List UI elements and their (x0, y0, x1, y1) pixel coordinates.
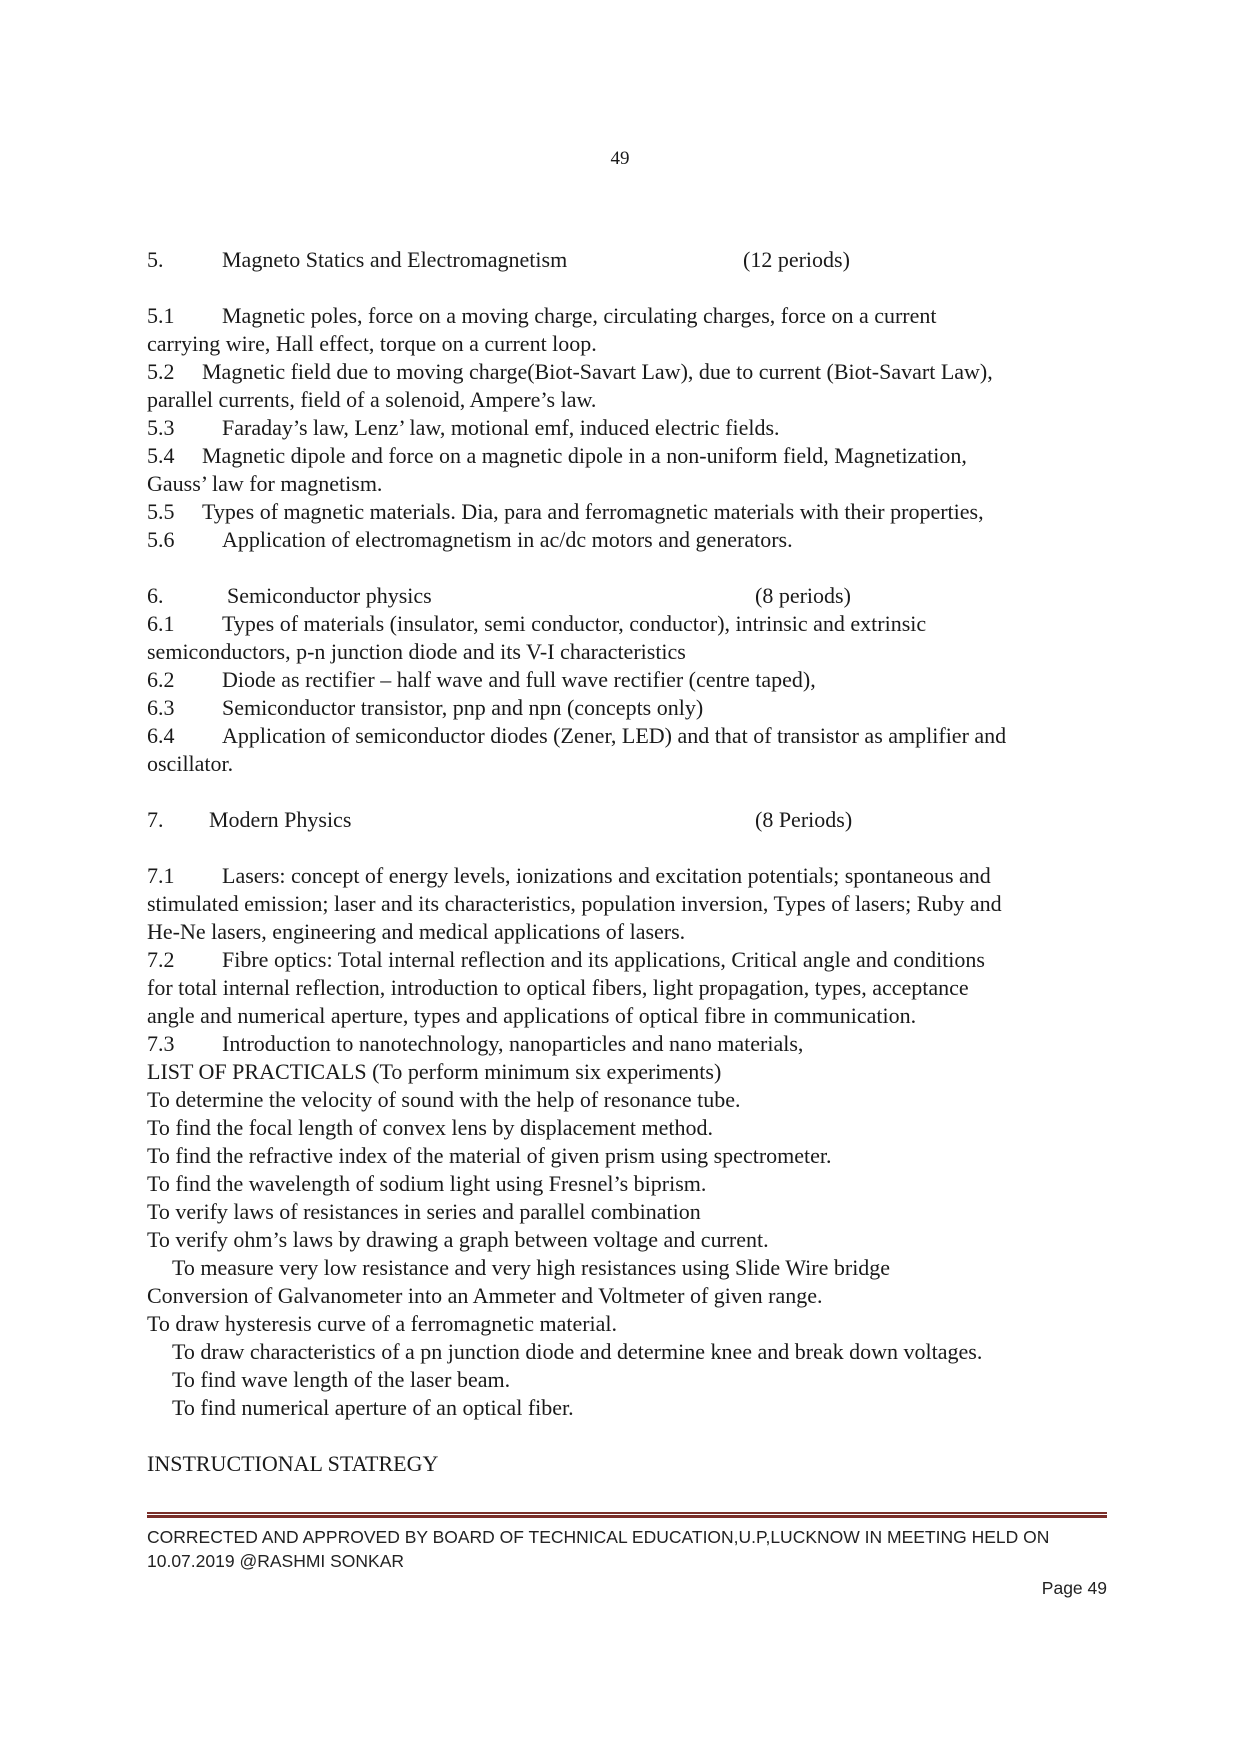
practical-item: To find the wavelength of sodium light using Fresnel’s biprism. (147, 1171, 707, 1196)
footer-note (147, 1525, 1107, 1573)
practical-item: To draw hysteresis curve of a ferromagnetic material. (147, 1311, 618, 1336)
topic-5-2 (147, 358, 1107, 386)
topic-number: 5.1 (147, 303, 175, 328)
topic-text: Magnetic poles, force on a moving charge, circulating charges, force on a current (222, 303, 937, 328)
topic-number: 6.1 (147, 611, 175, 636)
topic-text: Types of magnetic materials. Dia, para and ferromagnetic materials with their properties, (202, 499, 984, 524)
topic-text: Fibre optics: Total internal reflection and its applications, Critical angle and conditions (222, 947, 985, 972)
topic-text: Magnetic field due to moving charge(Biot-Savart Law), due to current (Biot-Savart Law), (202, 359, 993, 384)
practical-item: To verify ohm’s laws by drawing a graph between voltage and current. (147, 1227, 769, 1252)
topic-7-1-cont: stimulated emission; laser and its characteristics, population inversion, Types of lasers; Ruby and (147, 891, 1002, 916)
practical-item: To find numerical aperture of an optical fiber. (172, 1395, 574, 1420)
footer-line: CORRECTED AND APPROVED BY BOARD OF TECHNICAL EDUCATION,U.P,LUCKNOW IN MEETING HELD ON (147, 1527, 1050, 1547)
practical-item: Conversion of Galvanometer into an Ammeter and Voltmeter of given range. (147, 1283, 823, 1308)
topic-number: 5.4 (147, 443, 175, 468)
topic-5-1-cont: carrying wire, Hall effect, torque on a current loop. (147, 331, 597, 356)
section-title: Modern Physics (209, 807, 352, 832)
practical-item: To measure very low resistance and very high resistances using Slide Wire bridge (172, 1255, 891, 1280)
practical-item: To verify laws of resistances in series and parallel combination (147, 1199, 701, 1224)
topic-number: 7.3 (147, 1031, 175, 1056)
topic-5-4 (147, 442, 1107, 470)
topic-7-1 (147, 862, 1107, 890)
topic-6-4-cont: oscillator. (147, 751, 234, 776)
topic-text: Introduction to nanotechnology, nanoparticles and nano materials, (222, 1031, 804, 1056)
topic-6-4 (147, 722, 1107, 750)
practical-item: To find the refractive index of the material of given prism using spectrometer. (147, 1143, 832, 1168)
topic-6-1 (147, 610, 1107, 638)
topic-text: Application of electromagnetism in ac/dc motors and generators. (222, 527, 793, 552)
topic-text: Semiconductor transistor, pnp and npn (concepts only) (222, 695, 704, 720)
practical-item: To draw characteristics of a pn junction diode and determine knee and break down voltages. (172, 1339, 983, 1364)
topic-5-5 (147, 498, 1107, 526)
footer-line: 10.07.2019 @RASHMI SONKAR (147, 1551, 405, 1571)
practical-item: To find the focal length of convex lens by displacement method. (147, 1115, 714, 1140)
topic-6-2 (147, 666, 1107, 694)
footer-page-label: Page 49 (1041, 1578, 1107, 1598)
section-title: Magneto Statics and Electromagnetism (222, 247, 568, 272)
topic-number: 6.2 (147, 667, 175, 692)
document-body (147, 246, 1107, 1478)
section-periods: (12 periods) (743, 247, 850, 272)
topic-5-2-cont: parallel currents, field of a solenoid, Ampere’s law. (147, 387, 597, 412)
section-periods: (8 periods) (755, 583, 851, 608)
topic-7-3 (147, 1030, 1107, 1058)
topic-7-2-cont: for total internal reflection, introduction to optical fibers, light propagation, types, acceptance (147, 975, 969, 1000)
section-heading-5 (147, 246, 1107, 274)
practicals-heading: LIST OF PRACTICALS (To perform minimum six experiments) (147, 1059, 722, 1084)
section-heading-7 (147, 806, 1107, 834)
topic-number: 5.6 (147, 527, 175, 552)
topic-number: 7.2 (147, 947, 175, 972)
topic-text: Magnetic dipole and force on a magnetic dipole in a non-uniform field, Magnetization, (202, 443, 967, 468)
topic-5-6 (147, 526, 1107, 554)
page-number: 49 (610, 148, 630, 169)
practical-item: To determine the velocity of sound with the help of resonance tube. (147, 1087, 741, 1112)
section-periods: (8 Periods) (755, 807, 853, 832)
topic-text: Types of materials (insulator, semi conductor, conductor), intrinsic and extrinsic (222, 611, 927, 636)
topic-6-3 (147, 694, 1107, 722)
topic-7-1-cont: He-Ne lasers, engineering and medical applications of lasers. (147, 919, 686, 944)
topic-text: Application of semiconductor diodes (Zener, LED) and that of transistor as amplifier and (222, 723, 1007, 748)
section-title: Semiconductor physics (227, 583, 432, 608)
topic-number: 7.1 (147, 863, 175, 888)
topic-text: Faraday’s law, Lenz’ law, motional emf, induced electric fields. (222, 415, 780, 440)
footer-divider (147, 1512, 1107, 1518)
practical-item: To find wave length of the laser beam. (172, 1367, 511, 1392)
topic-7-2 (147, 946, 1107, 974)
topic-number: 5.5 (147, 499, 175, 524)
topic-number: 5.2 (147, 359, 175, 384)
topic-number: 6.4 (147, 723, 175, 748)
topic-number: 5.3 (147, 415, 175, 440)
topic-text: Diode as rectifier – half wave and full wave rectifier (centre taped), (222, 667, 816, 692)
section-number: 5. (147, 247, 164, 272)
topic-number: 6.3 (147, 695, 175, 720)
section-heading-6 (147, 582, 1107, 610)
topic-text: Lasers: concept of energy levels, ionizations and excitation potentials; spontaneous and (222, 863, 991, 888)
topic-5-1 (147, 302, 1107, 330)
topic-5-3 (147, 414, 1107, 442)
section-number: 6. (147, 583, 164, 608)
topic-6-1-cont: semiconductors, p-n junction diode and its V-I characteristics (147, 639, 686, 664)
topic-5-4-cont: Gauss’ law for magnetism. (147, 471, 383, 496)
section-number: 7. (147, 807, 164, 832)
instructional-heading: INSTRUCTIONAL STATREGY (147, 1451, 439, 1476)
topic-7-2-cont: angle and numerical aperture, types and applications of optical fibre in communication. (147, 1003, 917, 1028)
